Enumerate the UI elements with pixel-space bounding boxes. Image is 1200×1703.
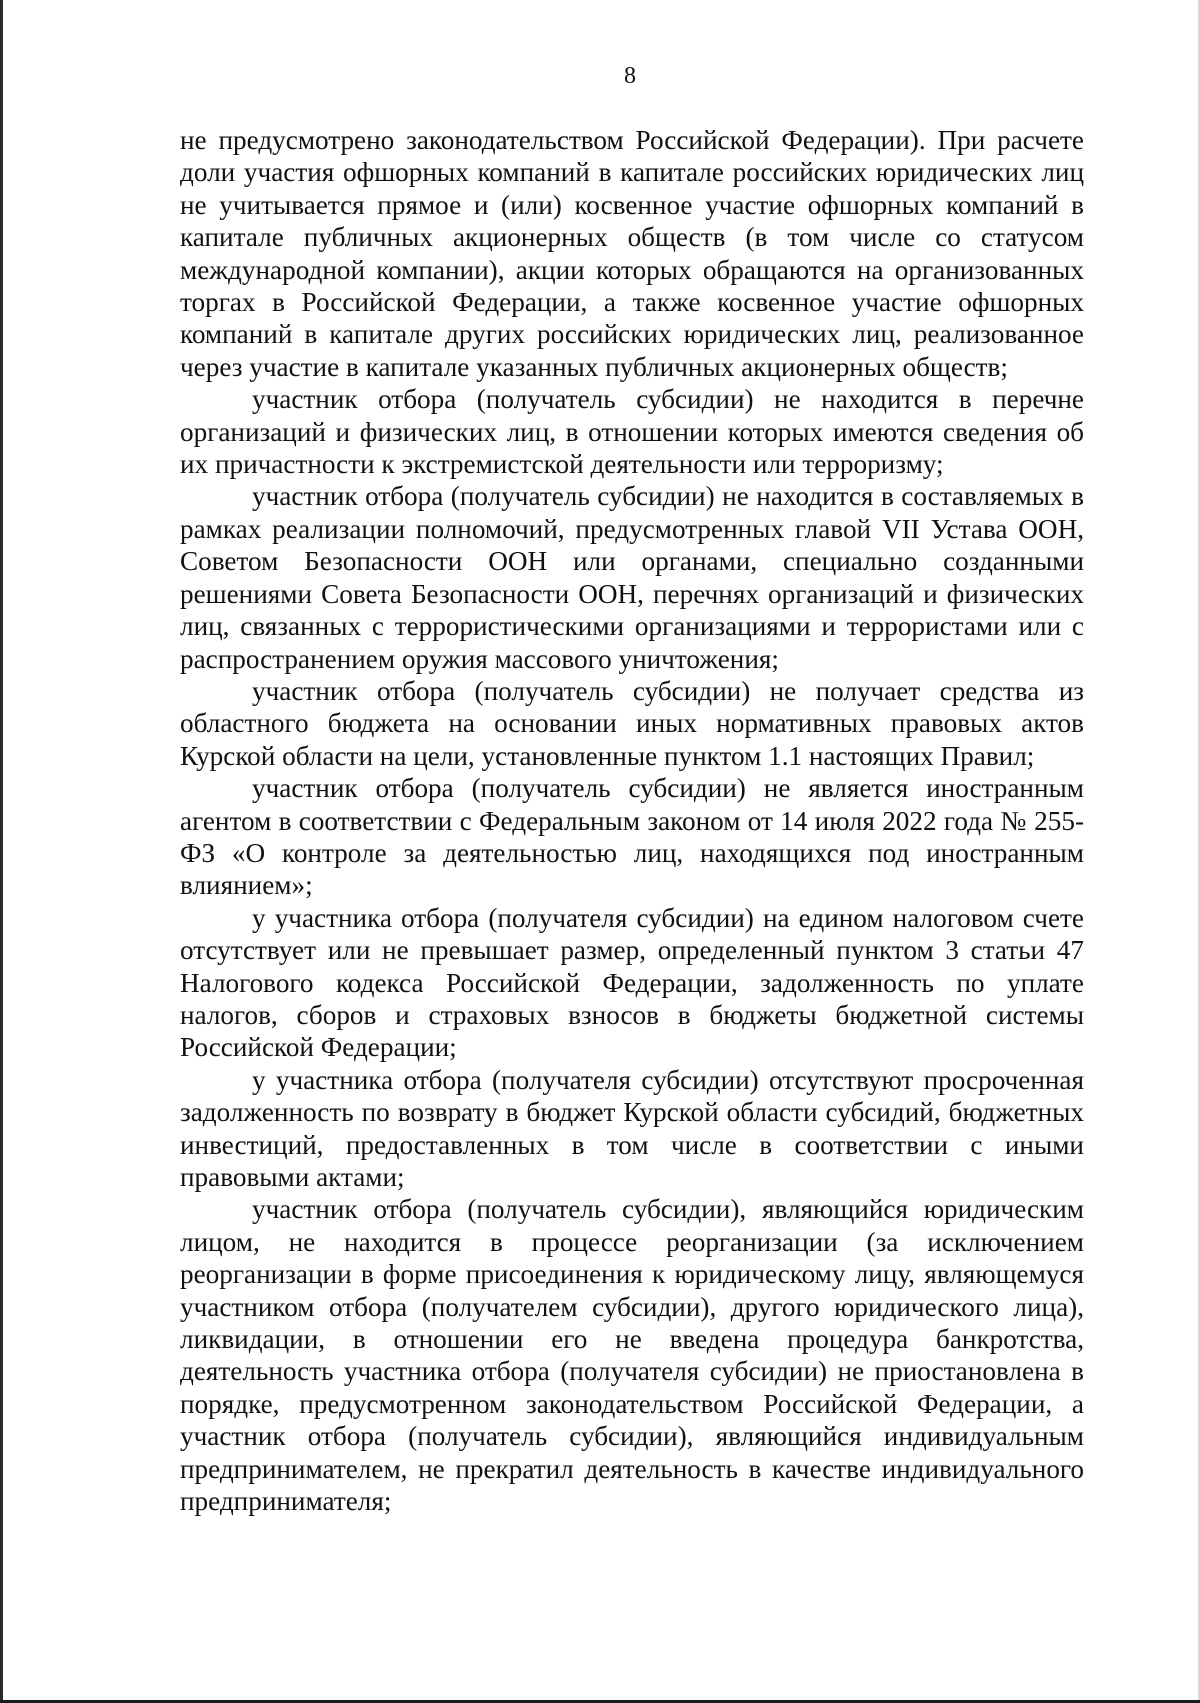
page-number: 8 bbox=[624, 63, 636, 89]
paragraph: участник отбора (получатель субсидии), являющийся юридическим лицом, не находится в процессе реорганизации (за исключением реорганизации в форме присоединения к юридическому лицу, являющемуся участником отбора (получателем субсидии), другого юридического лица), ликвидации, в отношении его не введена процедура банкротства, деятельность участника отбора (получателя субсидии) не приостановлена в порядке, предусмотренном законодательством Российской Федерации, а участник отбора (получатель субсидии), являющийся индивидуальным предпринимателем, не прекратил деятельность в качестве индивидуального предпринимателя; bbox=[180, 1194, 1084, 1517]
paragraph: участник отбора (получатель субсидии) не является иностранным агентом в соответствии с Федеральным законом от 14 июля 2022 года № 255-ФЗ «О контроле за деятельностью лиц, находящихся под иностранным влиянием»; bbox=[180, 773, 1084, 901]
paragraph: у участника отбора (получателя субсидии) отсутствуют просроченная задолженность по возврату в бюджет Курской области субсидий, бюджетных инвестиций, предоставленных в том числе в соответствии с иными правовыми актами; bbox=[180, 1064, 1084, 1192]
paragraph: участник отбора (получатель субсидии) не находится в перечне организаций и физических лиц, в отношении которых имеются сведения об их причастности к экстремистской деятельности или терроризму; bbox=[180, 384, 1084, 480]
scan-edge-left bbox=[0, 0, 3, 1703]
paragraph-continuation: не предусмотрено законодательством Российской Федерации). При расчете доли участия офшорных компаний в капитале российских юридических лиц не учитывается прямое и (или) косвенное участие офшорных компаний в капитале публичных акционерных обществ (в том числе со статусом международной компании), акции которых обращаются на организованных торгах в Российской Федерации, а также косвенное участие офшорных компаний в капитале других российских юридических лиц, реализованное через участие в капитале указанных публичных акционерных обществ; bbox=[180, 125, 1084, 382]
document-body bbox=[180, 124, 1084, 1517]
paragraph: участник отбора (получатель субсидии) не получает средства из областного бюджета на основании иных нормативных правовых актов Курской области на цели, установленные пунктом 1.1 настоящих Правил; bbox=[180, 675, 1084, 771]
paragraph: участник отбора (получатель субсидии) не находится в составляемых в рамках реализации полномочий, предусмотренных главой VII Устава ООН, Советом Безопасности ООН или органами, специально созданными решениями Совета Безопасности ООН, перечнях организаций и физических лиц, связанных с террористическими организациями и террористами или с распространением оружия массового уничтожения; bbox=[180, 481, 1084, 674]
paragraph: у участника отбора (получателя субсидии) на едином налоговом счете отсутствует или не превышает размер, определенный пунктом 3 статьи 47 Налогового кодекса Российской Федерации, задолженность по уплате налогов, сборов и страховых взносов в бюджеты бюджетной системы Российской Федерации; bbox=[180, 902, 1084, 1063]
